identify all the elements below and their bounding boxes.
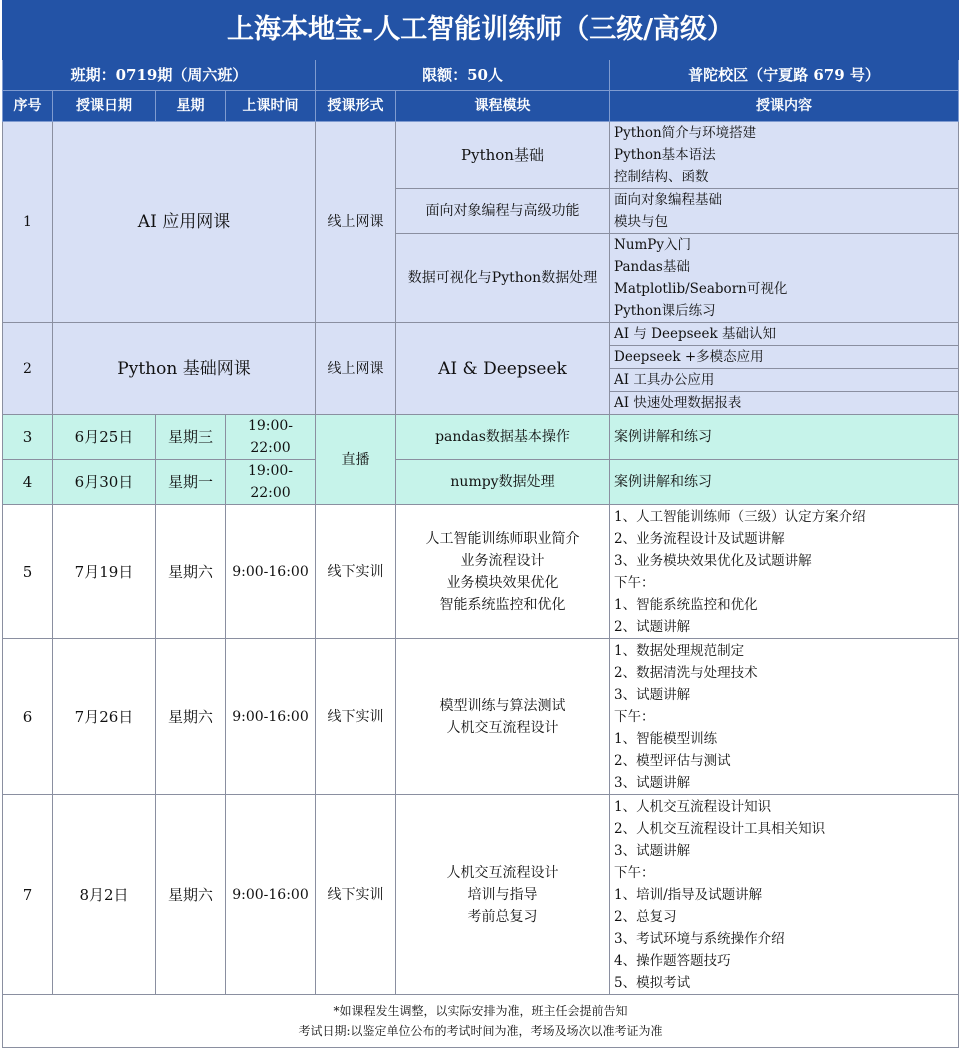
weekday: 星期六 xyxy=(156,795,226,995)
table-row xyxy=(3,795,959,995)
date: 8月2日 xyxy=(53,795,156,995)
content-item: 下午： xyxy=(614,864,655,881)
topic: 考前总复习 xyxy=(467,908,538,925)
form: 线下实训 xyxy=(316,795,396,995)
form: 线下实训 xyxy=(316,505,396,639)
row-no: 1 xyxy=(3,122,53,323)
content-item: 3、业务模块效果优化及试题讲解 xyxy=(614,552,812,569)
content-item: 4、操作题答题技巧 xyxy=(614,952,731,969)
weekday: 星期一 xyxy=(156,460,226,505)
header-module: 课程模块 xyxy=(396,91,610,122)
content-item: 2、业务流程设计及试题讲解 xyxy=(614,530,785,547)
footer-note: *如课程发生调整，以实际安排为准，班主任会提前告知 xyxy=(333,1004,628,1018)
topic: 模型训练与算法测试 xyxy=(439,697,566,714)
content-item: 3、试题讲解 xyxy=(614,686,691,703)
date: 6月30日 xyxy=(53,460,156,505)
row-no: 3 xyxy=(3,415,53,460)
content-list xyxy=(610,639,959,795)
content-item: AI 工具办公应用 xyxy=(610,369,958,392)
content-item: 2、总复习 xyxy=(614,908,677,925)
course-name: AI 应用网课 xyxy=(53,122,316,323)
schedule-table xyxy=(2,0,959,1048)
content-item: 1、数据处理规范制定 xyxy=(614,642,745,659)
info-row xyxy=(3,60,959,91)
content-item: AI 与 Deepseek 基础认知 xyxy=(610,323,958,346)
module: pandas数据基本操作 xyxy=(396,415,610,460)
table-row xyxy=(3,505,959,639)
time: 19:00-22:00 xyxy=(226,460,316,505)
module: AI & Deepseek xyxy=(396,323,610,415)
page-title: 上海本地宝-人工智能训练师（三级/高级） xyxy=(3,1,959,60)
time: 9:00-16:00 xyxy=(226,639,316,795)
content-item: 1、智能系统监控和优化 xyxy=(614,596,758,613)
time: 9:00-16:00 xyxy=(226,795,316,995)
content-item: 2、数据清洗与处理技术 xyxy=(614,664,758,681)
topic: 人机交互流程设计 xyxy=(446,719,559,736)
table-row xyxy=(3,323,959,415)
table-row xyxy=(3,639,959,795)
module: 数据可视化与Python数据处理 xyxy=(396,234,610,323)
row-no: 6 xyxy=(3,639,53,795)
content-item: 1、人工智能训练师（三级）认定方案介绍 xyxy=(614,508,866,525)
row-no: 5 xyxy=(3,505,53,639)
module: numpy数据处理 xyxy=(396,460,610,505)
content-list xyxy=(610,795,959,995)
table-row xyxy=(3,122,959,189)
topic: 业务模块效果优化 xyxy=(446,574,559,591)
content-item: 模块与包 xyxy=(614,214,668,230)
content-item: 1、智能模型训练 xyxy=(614,730,718,747)
content-item: 1、培训/指导及试题讲解 xyxy=(614,886,763,903)
content: 案例讲解和练习 xyxy=(610,460,959,505)
form: 线上网课 xyxy=(316,323,396,415)
header-content: 授课内容 xyxy=(610,91,959,122)
header-row xyxy=(3,91,959,122)
content: 案例讲解和练习 xyxy=(610,415,959,460)
weekday: 星期三 xyxy=(156,415,226,460)
content-list xyxy=(610,234,959,323)
footer-note: 考试日期:以鉴定单位公布的考试时间为准，考场及场次以准考证为准 xyxy=(298,1024,663,1038)
content-item: 5、模拟考试 xyxy=(614,974,691,991)
content-item: Python课后练习 xyxy=(614,303,716,319)
content-item: 2、试题讲解 xyxy=(614,618,691,635)
content-item: 控制结构、函数 xyxy=(614,169,709,185)
content-item: 下午： xyxy=(614,574,655,591)
content-item: Python简介与环境搭建 xyxy=(614,125,757,141)
row-no: 7 xyxy=(3,795,53,995)
content-item: Deepseek +多模态应用 xyxy=(610,346,958,369)
content-list xyxy=(610,505,959,639)
content-item: 3、考试环境与系统操作介绍 xyxy=(614,930,785,947)
time: 9:00-16:00 xyxy=(226,505,316,639)
row-no: 2 xyxy=(3,323,53,415)
content-item: AI 快速处理数据报表 xyxy=(614,395,742,411)
module: Python基础 xyxy=(396,122,610,189)
content-item: 2、模型评估与测试 xyxy=(614,752,731,769)
footer-row xyxy=(3,995,959,1048)
topic: 智能系统监控和优化 xyxy=(439,596,566,613)
form: 直播 xyxy=(316,415,396,505)
footer-notes xyxy=(3,995,959,1048)
weekday: 星期六 xyxy=(156,505,226,639)
topic: 人机交互流程设计 xyxy=(446,864,559,881)
content-list xyxy=(610,189,959,234)
content-item: Matplotlib/Seaborn可视化 xyxy=(614,281,788,297)
content-item: Python基本语法 xyxy=(614,147,716,163)
header-date: 授课日期 xyxy=(53,91,156,122)
content-item: 2、人机交互流程设计工具相关知识 xyxy=(614,820,826,837)
date: 7月26日 xyxy=(53,639,156,795)
class-period: 班期：0719期（周六班） xyxy=(3,60,316,91)
date: 6月25日 xyxy=(53,415,156,460)
content-item: 3、试题讲解 xyxy=(614,842,691,859)
table-row xyxy=(3,415,959,460)
form: 线上网课 xyxy=(316,122,396,323)
quota: 限额：50人 xyxy=(316,60,610,91)
topic: 培训与指导 xyxy=(467,886,538,903)
module: 面向对象编程与高级功能 xyxy=(396,189,610,234)
topic: 业务流程设计 xyxy=(460,552,545,569)
campus: 普陀校区（宁夏路 679 号） xyxy=(610,60,959,91)
weekday: 星期六 xyxy=(156,639,226,795)
table-row xyxy=(3,460,959,505)
header-no: 序号 xyxy=(3,91,53,122)
content-item: 面向对象编程基础 xyxy=(614,192,722,208)
header-time: 上课时间 xyxy=(226,91,316,122)
form: 线下实训 xyxy=(316,639,396,795)
date: 7月19日 xyxy=(53,505,156,639)
content-item: 下午： xyxy=(614,708,655,725)
content-list xyxy=(610,323,959,415)
content-item: 1、人机交互流程设计知识 xyxy=(614,798,772,815)
content-item: 3、试题讲解 xyxy=(614,774,691,791)
time: 19:00-22:00 xyxy=(226,415,316,460)
topics xyxy=(396,639,610,795)
header-form: 授课形式 xyxy=(316,91,396,122)
topics xyxy=(396,505,610,639)
course-name: Python 基础网课 xyxy=(53,323,316,415)
topic: 人工智能训练师职业简介 xyxy=(425,530,580,547)
topics xyxy=(396,795,610,995)
content-item: Pandas基础 xyxy=(614,259,690,275)
content-list xyxy=(610,122,959,189)
title-row xyxy=(3,1,959,60)
header-weekday: 星期 xyxy=(156,91,226,122)
row-no: 4 xyxy=(3,460,53,505)
content-item: NumPy入门 xyxy=(614,237,692,253)
